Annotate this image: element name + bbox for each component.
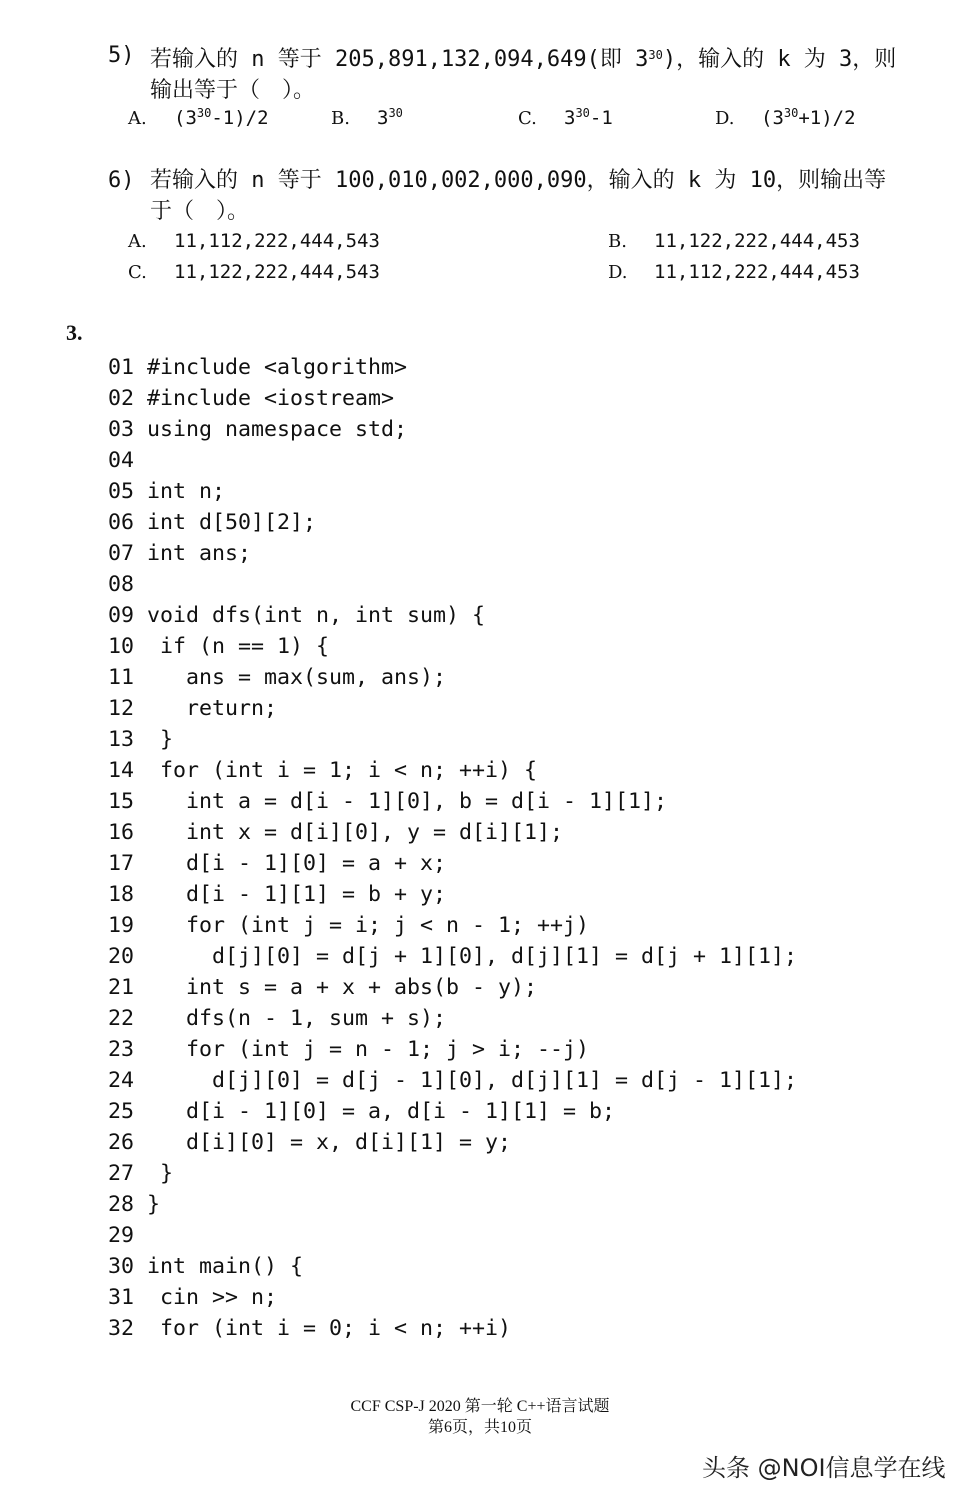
page-footer [0, 1396, 960, 1438]
code-line: 21 int s = a + x + abs(b - y); [108, 975, 538, 1000]
option-label: C. [128, 262, 147, 283]
question-number: 6) [108, 168, 135, 193]
code-line: 24 d[j][0] = d[j - 1][0], d[j][1] = d[j - 1][1]; [108, 1068, 798, 1093]
question-text-part: 若输入的 n 等于 100,010,002,000,090，输入的 k 为 10，则输出等 [150, 168, 887, 193]
question-text-part: )，输入的 k 为 3，则 [662, 47, 897, 72]
option-label: B. [331, 108, 350, 129]
option-a[interactable] [128, 106, 269, 129]
option-c[interactable] [128, 261, 380, 283]
code-line: 10 if (n == 1) { [108, 634, 330, 659]
option-b[interactable] [331, 106, 403, 129]
code-line: 27 } [108, 1161, 174, 1186]
code-line: 11 ans = max(sum, ans); [108, 665, 447, 690]
code-line: 25 d[i - 1][0] = a, d[i - 1][1] = b; [108, 1099, 616, 1124]
question-number: 5) [108, 43, 135, 68]
code-line: 05 int n; [108, 479, 226, 504]
option-text: -1)/2 [211, 107, 269, 129]
option-c[interactable] [518, 106, 613, 129]
code-line: 14 for (int i = 1; i < n; ++i) { [108, 758, 538, 783]
question-text-part: 于（ ）。 [150, 199, 250, 224]
question-text-part: 若输入的 n 等于 205,891,132,094,649(即 3 [150, 47, 649, 72]
code-line: 01 #include <algorithm> [108, 355, 408, 380]
exponent: 30 [575, 106, 590, 120]
question-5 [108, 40, 897, 103]
code-line: 08 [108, 572, 135, 597]
code-line: 26 d[i][0] = x, d[i][1] = y; [108, 1130, 512, 1155]
code-line: 17 d[i - 1][0] = a + x; [108, 851, 447, 876]
option-text: 11,122,222,444,453 [654, 230, 860, 252]
question-text [150, 165, 886, 227]
option-text: 3 [377, 107, 389, 129]
watermark: 头条 @NOI信息学在线 [702, 1454, 946, 1482]
code-line: 31 cin >> n; [108, 1285, 278, 1310]
code-line: 12 return; [108, 696, 278, 721]
section-number: 3. [66, 320, 83, 345]
option-text: 11,112,222,444,453 [654, 261, 860, 283]
code-line: 03 using namespace std; [108, 417, 408, 442]
code-line: 23 for (int j = n - 1; j > i; --j) [108, 1037, 590, 1062]
option-text: 11,122,222,444,543 [174, 261, 380, 283]
code-line: 22 dfs(n - 1, sum + s); [108, 1006, 447, 1031]
code-line: 07 int ans; [108, 541, 252, 566]
option-text: -1 [589, 107, 613, 129]
option-text: 3 [564, 107, 576, 129]
footer-title: CCF CSP-J 2020 第一轮 C++语言试题 [350, 1398, 610, 1415]
exponent: 30 [388, 106, 403, 120]
exponent: 30 [648, 48, 663, 62]
option-label: A. [128, 108, 147, 129]
code-line: 06 int d[50][2]; [108, 510, 317, 535]
code-line: 28 } [108, 1192, 161, 1217]
question-text-part: 输出等于（ ）。 [150, 78, 316, 103]
code-line: 18 d[i - 1][1] = b + y; [108, 882, 447, 907]
question-text [150, 40, 896, 106]
option-d[interactable] [608, 261, 860, 283]
exponent: 30 [783, 106, 799, 120]
code-line: 32 for (int i = 0; i < n; ++i) [108, 1316, 512, 1341]
code-line: 15 int a = d[i - 1][0], b = d[i - 1][1]; [108, 789, 668, 814]
option-text: 11,112,222,444,543 [174, 230, 380, 252]
question-6 [108, 165, 887, 224]
option-b[interactable] [608, 230, 860, 252]
option-label: D. [608, 262, 628, 283]
option-d[interactable] [715, 106, 856, 129]
code-line: 09 void dfs(int n, int sum) { [108, 603, 486, 628]
option-label: C. [518, 108, 537, 129]
exponent: 30 [196, 106, 212, 120]
option-label: D. [715, 108, 735, 129]
footer-page-number: 第6页，共10页 [427, 1419, 532, 1436]
option-label: B. [608, 231, 627, 252]
code-line: 20 d[j][0] = d[j + 1][0], d[j][1] = d[j + 1][1]; [108, 944, 798, 969]
option-a[interactable] [128, 230, 380, 252]
option-text: (3 [761, 107, 784, 129]
code-line: 29 [108, 1223, 135, 1248]
option-label: A. [128, 231, 147, 252]
option-text: +1)/2 [798, 107, 856, 129]
code-line: 16 int x = d[i][0], y = d[i][1]; [108, 820, 564, 845]
code-listing [108, 352, 797, 1344]
code-line: 19 for (int j = i; j < n - 1; ++j) [108, 913, 590, 938]
code-line: 02 #include <iostream> [108, 386, 395, 411]
option-text: (3 [174, 107, 197, 129]
code-line: 30 int main() { [108, 1254, 304, 1279]
code-line: 04 [108, 448, 135, 473]
code-line: 13 } [108, 727, 174, 752]
